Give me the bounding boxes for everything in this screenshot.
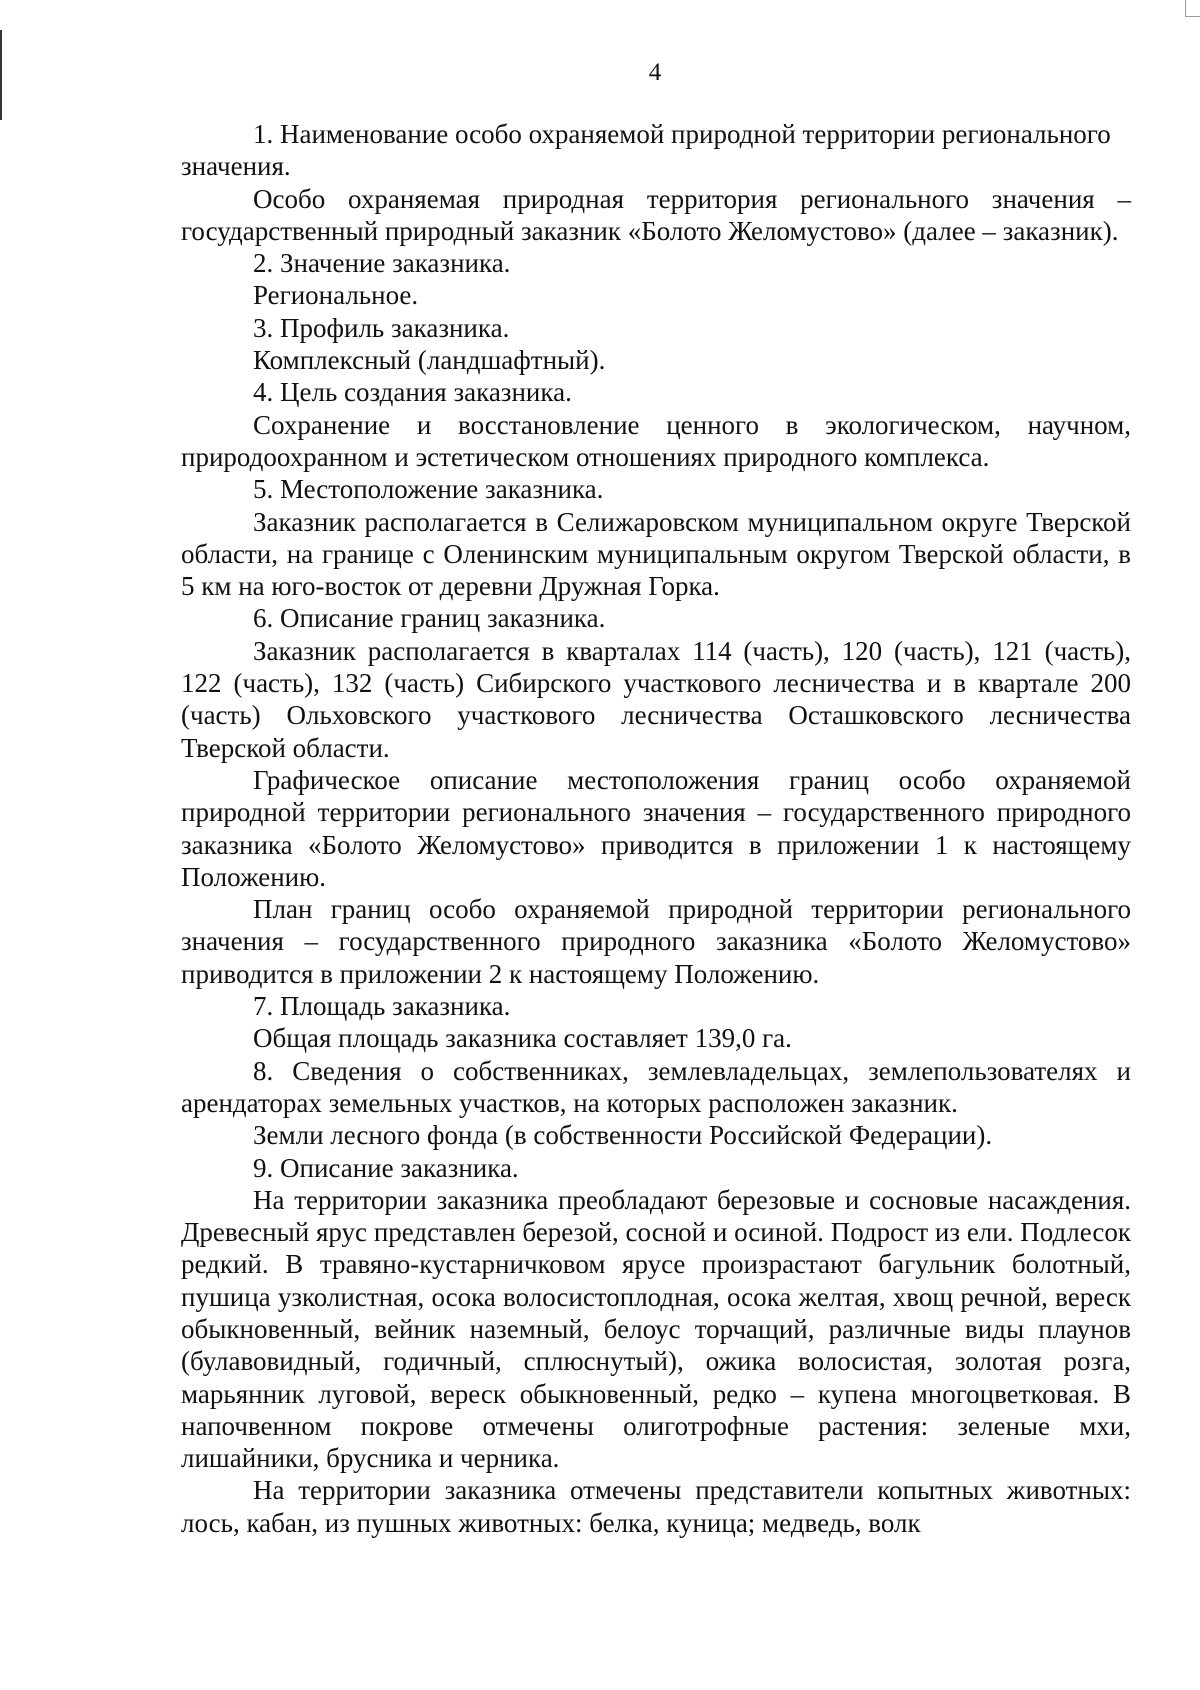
- section-7-text: Общая площадь заказника составляет 139,0 га.: [253, 1023, 792, 1054]
- section-9-fauna-text: На территории заказника отмечены представители копытных животных: лось, кабан, из пушных животных: белка, куница; медведь, волк: [181, 1475, 1131, 1538]
- section-4-text: Сохранение и восстановление ценного в экологическом, научном, природоохранном и эстетическом отношениях природного комплекса.: [181, 409, 1131, 472]
- section-2-text: Региональное.: [253, 280, 419, 311]
- section-3-heading: 3. Профиль заказника.: [253, 312, 510, 343]
- section-6-heading: 6. Описание границ заказника.: [253, 603, 606, 634]
- section-6-boundary-plan: План границ особо охраняемой природной территории регионального значения – государственного природного заказника «Болото Желомустово» приводится в приложении 2 к настоящему Положению.: [181, 894, 1131, 989]
- page-number: 4: [648, 59, 662, 86]
- section-7-heading: 7. Площадь заказника.: [253, 991, 511, 1022]
- section-1-heading: 1. Наименование особо охраняемой природной территории регионального значения.: [181, 119, 1111, 182]
- section-5-heading: 5. Местоположение заказника.: [253, 474, 604, 505]
- section-2-heading: 2. Значение заказника.: [253, 248, 511, 279]
- section-3-text: Комплексный (ландшафтный).: [253, 345, 606, 376]
- document-body: [181, 118, 1131, 1539]
- section-5-text: Заказник располагается в Селижаровском муниципальном округе Тверской области, на границе с Оленинским муниципальным округом Тверской области, в 5 км на юго-восток от деревни Дружная Горка.: [181, 506, 1131, 602]
- section-1-text: Особо охраняемая природная территория регионального значения – государственный природный заказник «Болото Желомустово» (далее – заказник).: [181, 183, 1131, 246]
- section-6-graphic-description: Графическое описание местоположения границ особо охраняемой природной территории регионального значения – государственного природного заказника «Болото Желомустово» приводится в приложении 1 к настоящему Положению.: [181, 764, 1131, 892]
- section-8-text: Земли лесного фонда (в собственности Российской Федерации).: [253, 1120, 993, 1151]
- scan-corner-mark: [1185, 0, 1200, 17]
- section-8-heading: 8. Сведения о собственниках, землевладельцах, землепользователях и арендаторах земельных участков, на которых расположен заказник.: [181, 1055, 1131, 1118]
- section-9-flora-text: На территории заказника преобладают березовые и сосновые насаждения. Древесный ярус представлен березой, сосной и осиной. Подрост из ели. Подлесок редкий. В травяно-кустарничковом ярусе произрастают багульник болотный, пушица узколистная, осока волосистоплодная, осока желтая, хвощ речной, вереск обыкновенный, вейник наземный, белоус торчащий, различные виды плаунов (булавовидный, годичный, сплюснутый), ожика волосистая, золотая розга, марьянник луговой, вереск обыкновенный, редко – купена многоцветковая. В напочвенном покрове отмечены олиготрофные растения: зеленые мхи, лишайники, брусника и черника.: [181, 1184, 1131, 1474]
- section-6-text: Заказник располагается в кварталах 114 (часть), 120 (часть), 121 (часть), 122 (часть), 132 (часть) Сибирского участкового лесничества и в квартале 200 (часть) Ольховского участкового лесничества Осташковского лесничества Тверской области.: [181, 635, 1131, 763]
- section-4-heading: 4. Цель создания заказника.: [253, 377, 572, 408]
- section-9-heading: 9. Описание заказника.: [253, 1152, 519, 1183]
